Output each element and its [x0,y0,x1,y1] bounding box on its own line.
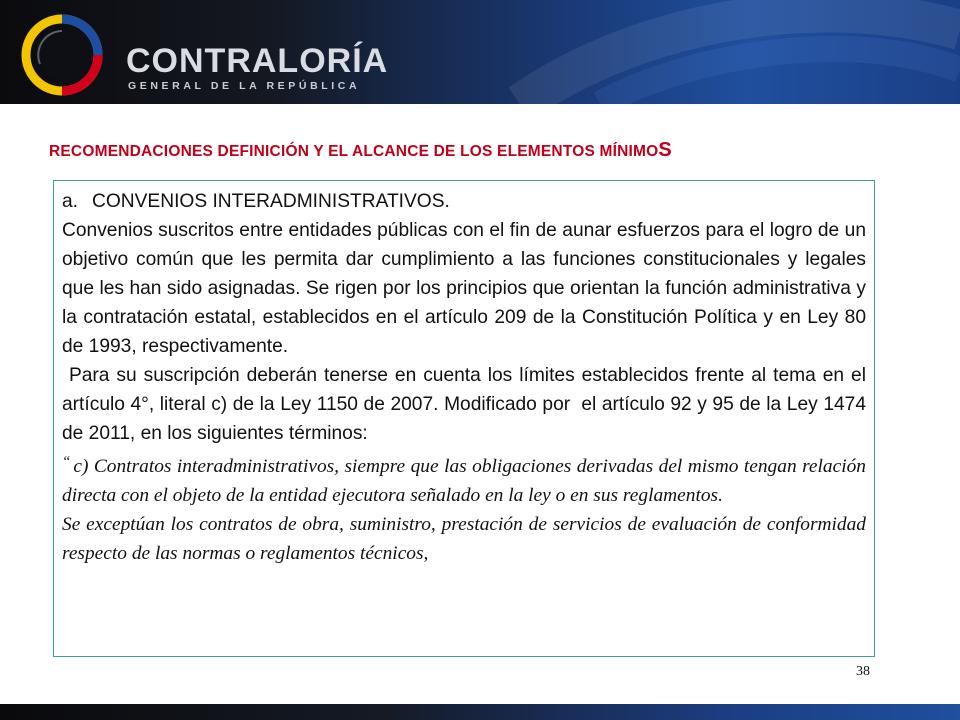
footer-banner [0,704,960,720]
legal-quote [62,448,866,510]
content-box [53,180,875,657]
brand-subtitle: GENERAL DE LA REPÚBLICA [128,80,361,92]
legal-quote-text: c) Contratos interadministrativos, siempre que las obligaciones derivadas del mismo tengan relación directa con el objeto de la entidad ejecutora señalado en la ley o en sus reglamentos. [62,456,866,506]
section-heading-text: CONVENIOS INTERADMINISTRATIVOS. [92,191,450,212]
paragraph-definition: Convenios suscritos entre entidades públicas con el fin de aunar esfuerzos para el logro de un objetivo común que les permita dar cumplimiento a las funciones constitucionales y legales que les han sido asignadas. Se rigen por los principios que orientan la función administrativa y la contratación estatal, establecidos en el artículo 209 de la Constitución Política y en Ley 80 de 1993, respectivamente. [62,220,866,357]
section-heading [62,187,866,216]
slide-title-text: RECOMENDACIONES DEFINICIÓN Y EL ALCANCE DE LOS ELEMENTOS MÍNIMO [49,143,659,160]
slide-title [49,139,929,162]
contraloria-logo [18,12,389,96]
quote-mark: “ [62,454,71,470]
header-banner [0,0,960,104]
section-heading-number: a. [62,191,79,212]
slide-title-last-letter: S [658,139,672,161]
brand-name: CONTRALORÍA [126,42,389,80]
page-number: 38 [856,664,870,679]
logo-emblem-icon [18,12,110,96]
legal-quote-exception: Se exceptúan los contratos de obra, suministro, prestación de servicios de evaluación de conformidad respecto de las normas o reglamentos técnicos, [62,514,866,564]
paragraph-limits: Para su suscripción deberán tenerse en cuenta los límites establecidos frente al tema en el artículo 4°, literal c) de la Ley 1150 de 2007. Modificado por el artículo 92 y 95 de la Ley 1474 de 2011, en los siguientes términos: [62,365,872,444]
